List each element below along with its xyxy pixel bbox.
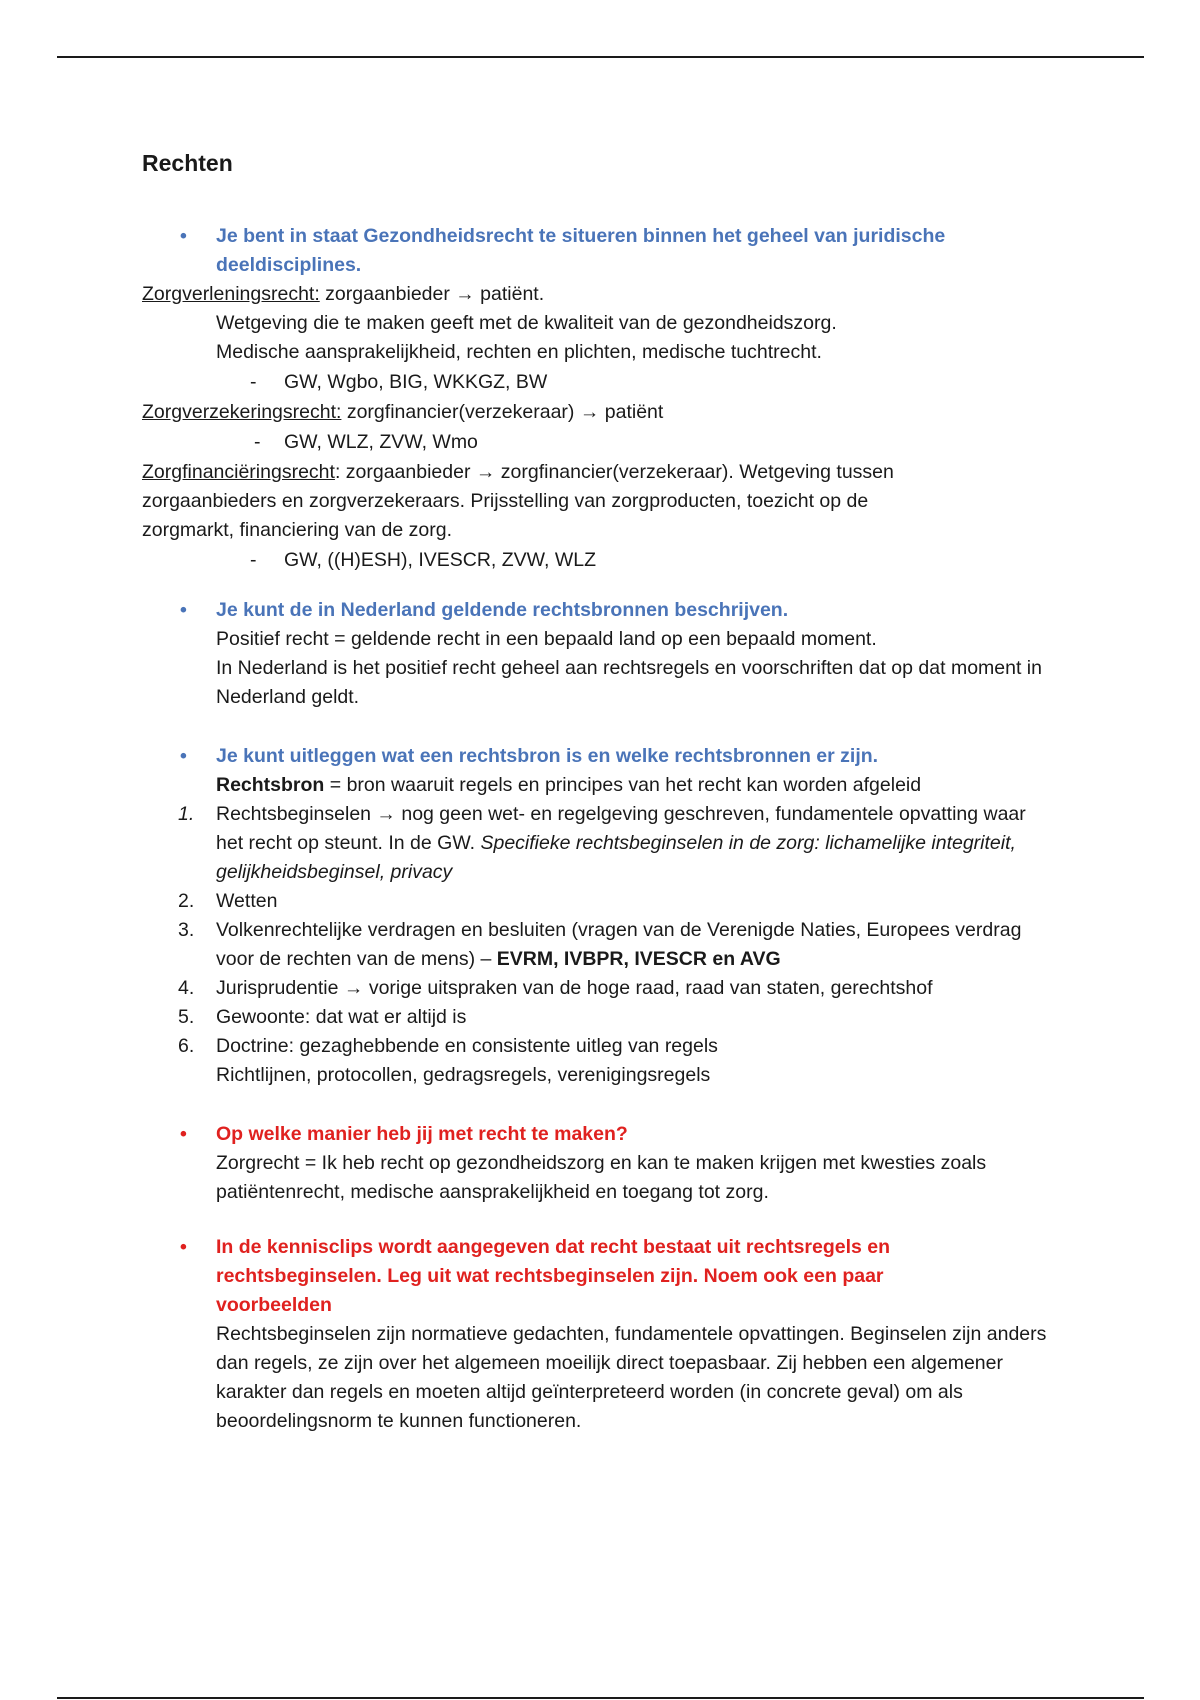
section-heading-3: • Je kunt uitleggen wat een rechtsbron is en welke rechtsbronnen er zijn. — [142, 742, 1072, 771]
positief-recht-explanation: In Nederland is het positief recht geheel aan rechtsregels en voorschriften dat op dat moment in Nederland geldt. — [216, 657, 1042, 708]
bullet-icon: • — [180, 745, 187, 767]
list-item: 1. Rechtsbeginselen → nog geen wet- en regelgeving geschreven, fundamentele opvatting waar het recht op steunt. In de GW. Specifieke rechtsbeginselen in de zorg: lichamelijke integriteit, gelijkheidsbeginsel, privacy — [178, 803, 1026, 883]
law-list-item: - GW, WLZ, ZVW, Wmo — [254, 431, 478, 453]
rechtsbron-definition: Rechtsbron = bron waaruit regels en principes van het recht kan worden afgeleid — [216, 774, 922, 796]
bullet-icon: • — [180, 1236, 187, 1258]
zorgverleningsrecht-description: Wetgeving die te maken geeft met de kwaliteit van de gezondheidszorg. Medische aansprakelijkheid, rechten en plichten, medische tuchtrecht. — [216, 312, 837, 363]
list-item: 2. Wetten — [178, 890, 278, 912]
section-heading-1: • Je bent in staat Gezondheidsrecht te situeren binnen het geheel van juridische deeldisciplines. — [142, 222, 1072, 280]
law-list-item: - GW, ((H)ESH), IVESCR, ZVW, WLZ — [250, 549, 596, 571]
list-item: 5. Gewoonte: dat wat er altijd is — [178, 1006, 467, 1028]
bullet-icon: • — [180, 225, 187, 247]
zorgrecht-paragraph: Zorgrecht = Ik heb recht op gezondheidszorg en kan te maken krijgen met kwesties zoals patiëntenrecht, medische aansprakelijkheid en toegang tot zorg. — [216, 1152, 987, 1203]
list-item: 4. Jurisprudentie → vorige uitspraken van de hoge raad, raad van staten, gerechtshof — [178, 977, 933, 999]
zorgverzekeringsrecht-line: Zorgverzekeringsrecht: zorgfinancier(verzekeraar) → patiënt — [142, 401, 664, 423]
zorgfinancieringsrecht-paragraph: Zorgfinanciëringsrecht: zorgaanbieder → zorgfinancier(verzekeraar). Wetgeving tussen zorgaanbieders en zorgverzekeraars. Prijsstelling van zorgproducten, toezicht op de zorgmarkt, financiering van de zorg. — [142, 461, 894, 541]
zorgverleningsrecht-line: Zorgverleningsrecht: zorgaanbieder → patiënt. — [142, 283, 545, 305]
page-title: Rechten — [142, 150, 233, 176]
rechtsbeginselen-paragraph: Rechtsbeginselen zijn normatieve gedachten, fundamentele opvattingen. Beginselen zijn anders dan regels, ze zijn over het algemeen moeilijk direct toepasbaar. Zij hebben een algemener karakter dan regels en moeten altijd geïnterpreteerd worden (in concrete geval) om als beoordelingsnorm te kunnen functioneren. — [216, 1323, 1047, 1432]
list-item: 3. Volkenrechtelijke verdragen en besluiten (vragen van de Verenigde Naties, Europees verdrag voor de rechten van de mens) – EVRM, IVBPR, IVESCR en AVG — [178, 919, 1022, 970]
other-sources-line: Richtlijnen, protocollen, gedragsregels, verenigingsregels — [216, 1064, 711, 1086]
footer-rule — [57, 1697, 1144, 1699]
bullet-icon: • — [180, 599, 187, 621]
bullet-icon: • — [180, 1123, 187, 1145]
section-heading-5: • In de kennisclips wordt aangegeven dat recht bestaat uit rechtsregels en rechtsbeginselen. Leg uit wat rechtsbeginselen zijn. Noem ook een paar voorbeelden — [142, 1233, 1072, 1320]
section-heading-4: • Op welke manier heb jij met recht te maken? — [142, 1120, 1072, 1149]
positief-recht-definition: Positief recht = geldende recht in een bepaald land op een bepaald moment. — [216, 628, 877, 650]
section-heading-2: • Je kunt de in Nederland geldende rechtsbronnen beschrijven. — [142, 596, 1072, 625]
document-page — [142, 148, 1072, 1436]
law-list-item: - GW, Wgbo, BIG, WKKGZ, BW — [250, 371, 548, 393]
list-item: 6. Doctrine: gezaghebbende en consistente uitleg van regels — [178, 1035, 718, 1057]
header-rule — [57, 56, 1144, 58]
